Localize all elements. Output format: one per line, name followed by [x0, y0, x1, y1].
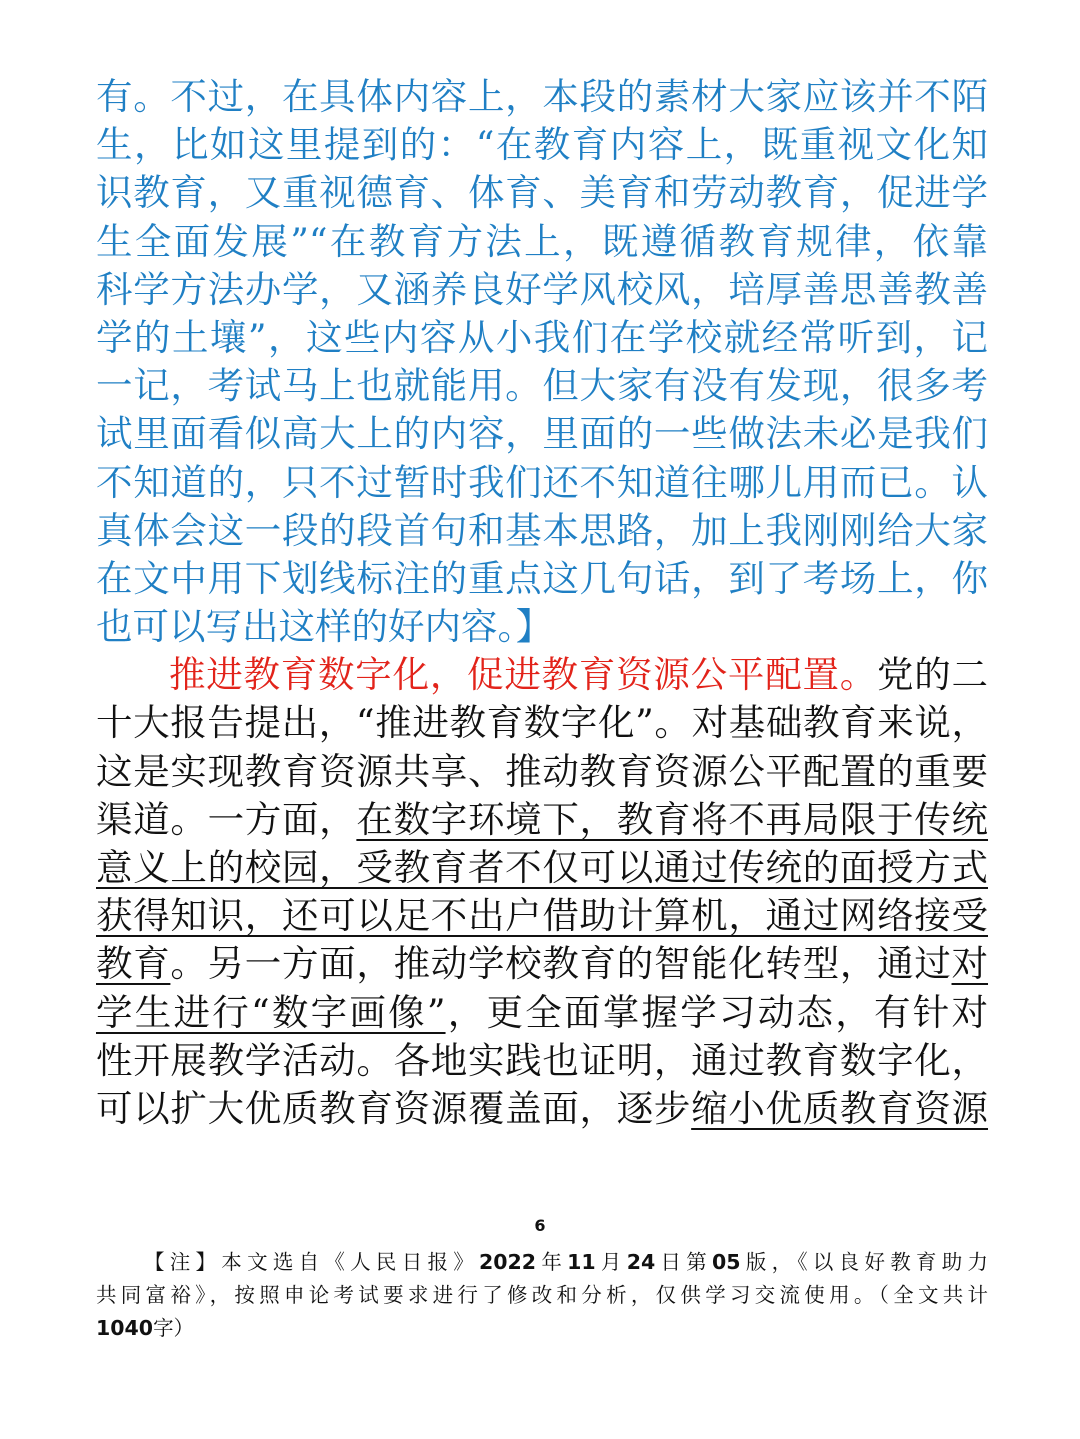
- note-year: 2022: [479, 1250, 537, 1274]
- body-fragment: ，更全面掌握学习动态，有针对: [445, 990, 988, 1034]
- body-line: [96, 796, 988, 844]
- commentary-line: 真体会这一段的段首句和基本思路，加上我刚刚给大家: [96, 508, 988, 552]
- underlined-text: 学生进行“数字画像”: [96, 990, 446, 1034]
- body-line: [96, 844, 988, 892]
- body-line: 这是实现教育资源共享、推动教育资源公平配置的重要: [96, 749, 988, 793]
- commentary-line: 学的土壤”，这些内容从小我们在学校就经常听到，记: [96, 315, 988, 359]
- underlined-text: 获得知识，还可以足不出户借助计算机，通过网络接受: [96, 894, 988, 938]
- body-fragment: 。另一方面，推动学校教育的智能化转型，通过: [170, 942, 952, 986]
- note-text: 版，《以良好教育助力: [740, 1250, 989, 1274]
- commentary-line: 生，比如这里提到的：“在教育内容上，既重视文化知: [96, 123, 988, 167]
- body-line: [96, 989, 988, 1037]
- commentary-line: 一记，考试马上也就能用。但大家有没有发现，很多考: [96, 364, 988, 408]
- body-line: [96, 892, 988, 940]
- note-line: [96, 1246, 988, 1279]
- note-edition: 05: [712, 1250, 741, 1274]
- body-line: 性开展教学活动。各地实践也证明，通过教育数字化，: [96, 1038, 988, 1082]
- paragraph-heading-line: [96, 651, 988, 699]
- body-line: 十大报告提出，“推进教育数字化”。对基础教育来说，: [96, 701, 988, 745]
- note-month: 11: [567, 1250, 596, 1274]
- commentary-line: 有。不过，在具体内容上，本段的素材大家应该并不陌: [96, 75, 988, 118]
- commentary-line: 试里面看似高大上的内容，里面的一些做法未必是我们: [96, 412, 988, 456]
- note-text: 年: [536, 1250, 568, 1274]
- note-text: 【注】本文选自《人民日报》: [144, 1250, 480, 1274]
- commentary-line: 不知道的，只不过暂时我们还不知道往哪儿用而已。认: [96, 460, 988, 504]
- note-day: 24: [626, 1250, 656, 1274]
- underlined-text: 对: [951, 942, 989, 986]
- body-fragment: 党的二: [876, 653, 989, 697]
- body-line: [96, 1085, 988, 1133]
- body-line: [96, 940, 988, 988]
- body-fragment: 可以扩大优质教育资源覆盖面，逐步: [96, 1086, 692, 1130]
- underlined-text: 教育: [96, 942, 171, 986]
- note-text: 日第: [655, 1250, 713, 1274]
- note-line: 共同富裕》，按照申论考试要求进行了修改和分析，仅供学习交流使用。（全文共计: [96, 1283, 988, 1307]
- commentary-line: 科学方法办学，又涵养良好学风校风，培厚善思善教善: [96, 267, 988, 311]
- note-line: [96, 1312, 988, 1345]
- note-word-count: 1040: [96, 1316, 154, 1340]
- note-text: 字）: [153, 1316, 195, 1340]
- body-fragment: 渠道。一方面，: [96, 797, 357, 841]
- underlined-text: 在数字环境下，教育将不再局限于传统: [356, 797, 989, 841]
- commentary-line: 在文中用下划线标注的重点这几句话，到了考场上，你: [96, 556, 988, 600]
- commentary-line: 生全面发展”“在教育方法上，既遵循教育规律，依靠: [96, 219, 988, 263]
- paragraph-heading: 推进教育数字化，促进教育资源公平配置。: [169, 653, 877, 697]
- page-number: 6: [534, 1216, 546, 1235]
- underlined-text: 意义上的校园，受教育者不仅可以通过传统的面授方式: [96, 846, 988, 889]
- source-note: [96, 1246, 988, 1345]
- body-text: [96, 73, 988, 1133]
- commentary-line: 也可以写出这样的好内容。】: [96, 605, 553, 649]
- note-text: 月: [595, 1250, 627, 1274]
- underlined-text: 缩小优质教育资源: [691, 1086, 989, 1130]
- commentary-line: 识教育，又重视德育、体育、美育和劳动教育，促进学: [96, 171, 988, 215]
